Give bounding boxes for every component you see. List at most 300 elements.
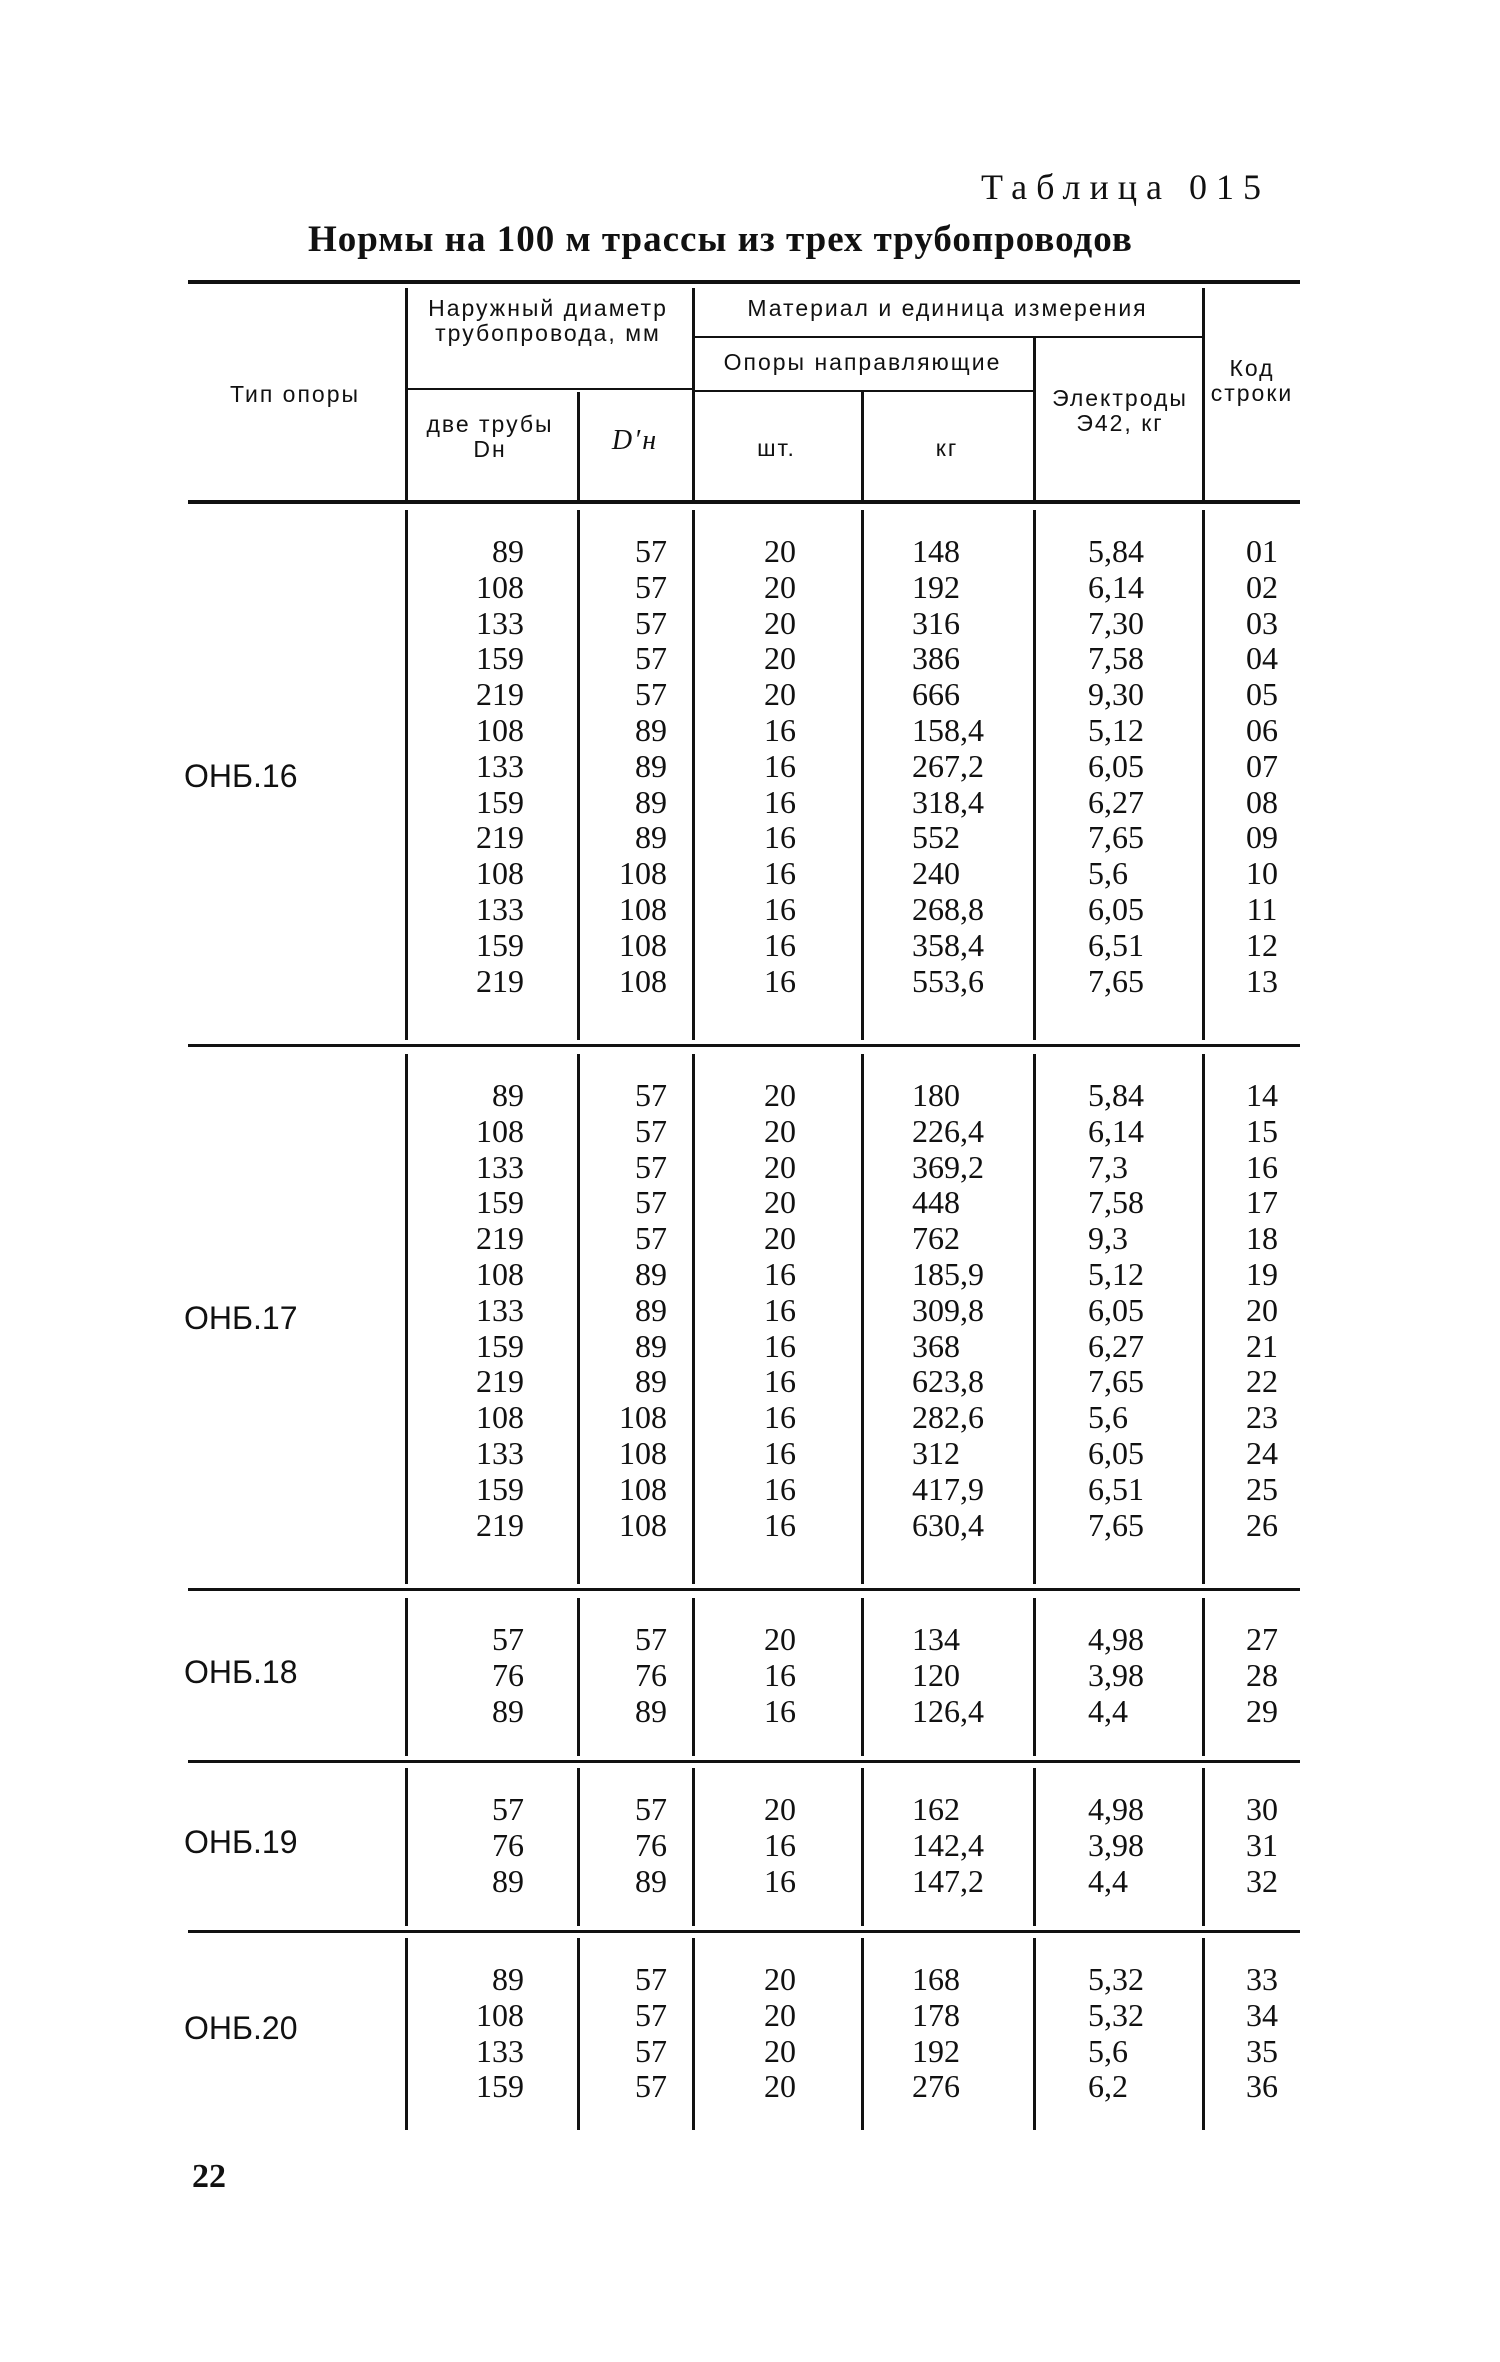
table-cell: 89 — [635, 1862, 667, 1899]
table-cell: 159 — [476, 2068, 524, 2105]
data-column — [430, 1078, 524, 1543]
table-cell: 57 — [635, 640, 667, 677]
table-cell: 4,98 — [1088, 1621, 1144, 1657]
table-cell: 11 — [1246, 890, 1278, 927]
table-cell: 159 — [476, 1184, 524, 1221]
table-cell: 192 — [912, 2032, 960, 2069]
table-cell: 89 — [492, 1862, 524, 1899]
table-cell: 89 — [635, 1327, 667, 1364]
table-cell: 16 — [764, 1692, 796, 1729]
column-divider — [1033, 1598, 1036, 1756]
table-cell: 35 — [1246, 2032, 1278, 2069]
table-cell: 27 — [1246, 1621, 1278, 1657]
data-column — [912, 1622, 1032, 1729]
table-cell: 76 — [492, 1656, 524, 1693]
column-divider — [577, 1938, 580, 2130]
table-cell: 666 — [912, 676, 960, 713]
header-divider — [405, 288, 408, 500]
table-cell: 89 — [635, 747, 667, 784]
group-separator — [188, 1588, 1300, 1591]
table-cell: 89 — [635, 783, 667, 820]
table-cell: 16 — [764, 1327, 796, 1364]
data-column — [1088, 1962, 1198, 2105]
table-cell: 16 — [764, 962, 796, 999]
table-cell: 552 — [912, 819, 960, 856]
table-cell: 108 — [476, 1255, 524, 1292]
data-column — [735, 1078, 825, 1543]
table-cell: 108 — [619, 855, 667, 892]
table-cell: 5,12 — [1088, 1255, 1144, 1292]
column-divider — [692, 1054, 695, 1584]
table-cell: 16 — [764, 1255, 796, 1292]
table-cell: 04 — [1246, 640, 1278, 677]
table-cell: 7,58 — [1088, 1184, 1144, 1221]
table-cell: 57 — [635, 604, 667, 641]
data-column — [600, 1792, 667, 1899]
table-cell: 133 — [476, 2032, 524, 2069]
header-d-prime: D′н — [611, 425, 659, 456]
table-cell: 89 — [635, 1363, 667, 1400]
table-cell: 219 — [476, 962, 524, 999]
data-column — [912, 1078, 1032, 1543]
table-cell: 108 — [619, 1434, 667, 1471]
data-column — [1222, 1078, 1302, 1543]
table-cell: 134 — [912, 1621, 960, 1657]
column-divider — [405, 510, 408, 1040]
table-cell: 7,65 — [1088, 1363, 1144, 1400]
table-cell: 16 — [1246, 1148, 1278, 1185]
table-cell: 57 — [635, 676, 667, 713]
table-cell: 15 — [1246, 1112, 1278, 1149]
column-divider — [1033, 1054, 1036, 1584]
table-cell: 316 — [912, 604, 960, 641]
table-cell: 7,3 — [1088, 1148, 1128, 1185]
column-divider — [692, 1768, 695, 1926]
table-cell: 3,98 — [1088, 1656, 1144, 1693]
table-cell: 7,65 — [1088, 962, 1144, 999]
table-cell: 5,6 — [1088, 1399, 1128, 1436]
table-cell: 6,05 — [1088, 747, 1144, 784]
column-divider — [405, 1938, 408, 2130]
table-cell: 89 — [635, 1692, 667, 1729]
table-cell: 89 — [635, 819, 667, 856]
table-cell: 20 — [764, 2032, 796, 2069]
table-cell: 108 — [619, 890, 667, 927]
data-column — [600, 1622, 667, 1729]
table-caption: Таблица 015 — [981, 167, 1270, 207]
data-column — [912, 534, 1032, 999]
column-divider — [1202, 1054, 1205, 1584]
column-divider — [692, 1938, 695, 2130]
table-cell: 16 — [764, 1291, 796, 1328]
table-cell: 57 — [635, 1112, 667, 1149]
column-divider — [692, 510, 695, 1040]
column-divider — [577, 1768, 580, 1926]
header-electrodes: Электроды Э42, кг — [1052, 385, 1188, 436]
table-cell: 25 — [1246, 1470, 1278, 1507]
table-cell: 33 — [1246, 1961, 1278, 1997]
table-cell: 31 — [1246, 1826, 1278, 1863]
group-type-label: ОНБ.20 — [184, 2010, 298, 2046]
table-cell: 369,2 — [912, 1148, 984, 1185]
table-cell: 76 — [492, 1826, 524, 1863]
table-cell: 16 — [764, 1506, 796, 1543]
table-cell: 29 — [1246, 1692, 1278, 1729]
group-separator — [188, 1930, 1300, 1933]
data-column — [430, 1622, 524, 1729]
header-divider — [692, 288, 695, 500]
table-cell: 159 — [476, 926, 524, 963]
table-cell: 133 — [476, 604, 524, 641]
table-cell: 4,4 — [1088, 1862, 1128, 1899]
table-cell: 76 — [635, 1826, 667, 1863]
header-divider — [1033, 336, 1036, 500]
table-cell: 5,32 — [1088, 1996, 1144, 2033]
table-cell: 20 — [764, 1148, 796, 1185]
table-cell: 20 — [764, 568, 796, 605]
header-outer-diameter: Наружный диаметр трубопровода, мм — [428, 295, 668, 346]
table-cell: 20 — [764, 533, 796, 569]
table-cell: 6,51 — [1088, 926, 1144, 963]
table-cell: 89 — [635, 1255, 667, 1292]
table-cell: 126,4 — [912, 1692, 984, 1729]
table-cell: 219 — [476, 819, 524, 856]
table-cell: 20 — [764, 604, 796, 641]
table-cell: 6,2 — [1088, 2068, 1128, 2105]
table-cell: 57 — [635, 568, 667, 605]
table-cell: 3,98 — [1088, 1826, 1144, 1863]
data-column — [600, 1078, 667, 1543]
table-cell: 57 — [635, 1961, 667, 1997]
table-cell: 57 — [635, 1996, 667, 2033]
table-cell: 05 — [1246, 676, 1278, 713]
table-cell: 180 — [912, 1077, 960, 1113]
table-cell: 5,6 — [1088, 2032, 1128, 2069]
table-cell: 16 — [764, 711, 796, 748]
column-divider — [1202, 1938, 1205, 2130]
table-cell: 9,3 — [1088, 1220, 1128, 1257]
table-cell: 159 — [476, 640, 524, 677]
data-column — [735, 1792, 825, 1899]
table-cell: 268,8 — [912, 890, 984, 927]
table-cell: 5,84 — [1088, 533, 1144, 569]
table-cell: 108 — [619, 1506, 667, 1543]
table-cell: 5,32 — [1088, 1961, 1144, 1997]
table-cell: 318,4 — [912, 783, 984, 820]
table-cell: 57 — [635, 1220, 667, 1257]
table-cell: 240 — [912, 855, 960, 892]
data-column — [1222, 1962, 1302, 2105]
data-column — [1088, 1078, 1198, 1543]
table-cell: 36 — [1246, 2068, 1278, 2105]
table-cell: 108 — [476, 1399, 524, 1436]
table-top-rule — [188, 280, 1300, 284]
table-cell: 6,05 — [1088, 1291, 1144, 1328]
table-cell: 89 — [635, 711, 667, 748]
column-divider — [1033, 1768, 1036, 1926]
table-cell: 142,4 — [912, 1826, 984, 1863]
table-cell: 148 — [912, 533, 960, 569]
table-cell: 16 — [764, 1363, 796, 1400]
table-cell: 34 — [1246, 1996, 1278, 2033]
table-cell: 08 — [1246, 783, 1278, 820]
table-cell: 5,6 — [1088, 855, 1128, 892]
table-cell: 76 — [635, 1656, 667, 1693]
table-cell: 16 — [764, 747, 796, 784]
table-cell: 09 — [1246, 819, 1278, 856]
table-cell: 21 — [1246, 1327, 1278, 1364]
column-divider — [1202, 1768, 1205, 1926]
table-cell: 7,65 — [1088, 1506, 1144, 1543]
table-cell: 57 — [635, 1791, 667, 1827]
table-cell: 20 — [764, 1791, 796, 1827]
column-divider — [861, 1768, 864, 1926]
data-column — [735, 534, 825, 999]
table-cell: 22 — [1246, 1363, 1278, 1400]
table-cell: 06 — [1246, 711, 1278, 748]
group-type-label: ОНБ.19 — [184, 1824, 298, 1860]
table-cell: 108 — [476, 568, 524, 605]
column-divider — [1202, 1598, 1205, 1756]
table-cell: 108 — [476, 1996, 524, 2033]
table-cell: 108 — [476, 1112, 524, 1149]
table-cell: 14 — [1246, 1077, 1278, 1113]
table-cell: 19 — [1246, 1255, 1278, 1292]
column-divider — [405, 1768, 408, 1926]
table-cell: 6,51 — [1088, 1470, 1144, 1507]
table-cell: 276 — [912, 2068, 960, 2105]
table-cell: 417,9 — [912, 1470, 984, 1507]
table-cell: 17 — [1246, 1184, 1278, 1221]
table-cell: 226,4 — [912, 1112, 984, 1149]
table-cell: 57 — [635, 1148, 667, 1185]
table-cell: 23 — [1246, 1399, 1278, 1436]
data-column — [600, 1962, 667, 2105]
table-cell: 89 — [492, 1077, 524, 1113]
header-two-pipes: две трубы Dн — [426, 411, 554, 462]
table-cell: 108 — [619, 1399, 667, 1436]
column-divider — [1202, 510, 1205, 1040]
data-column — [912, 1962, 1032, 2105]
table-cell: 630,4 — [912, 1506, 984, 1543]
table-cell: 159 — [476, 783, 524, 820]
table-cell: 133 — [476, 1434, 524, 1471]
data-column — [430, 1792, 524, 1899]
table-cell: 28 — [1246, 1656, 1278, 1693]
table-cell: 20 — [764, 676, 796, 713]
table-cell: 16 — [764, 1862, 796, 1899]
table-cell: 26 — [1246, 1506, 1278, 1543]
table-cell: 20 — [764, 1961, 796, 1997]
table-cell: 7,30 — [1088, 604, 1144, 641]
column-divider — [861, 510, 864, 1040]
table-cell: 20 — [764, 1996, 796, 2033]
table-cell: 5,84 — [1088, 1077, 1144, 1113]
table-cell: 6,14 — [1088, 1112, 1144, 1149]
table-cell: 89 — [492, 1961, 524, 1997]
table-cell: 32 — [1246, 1862, 1278, 1899]
column-divider — [577, 1054, 580, 1584]
table-cell: 57 — [635, 2068, 667, 2105]
column-divider — [861, 1054, 864, 1584]
group-separator — [188, 1044, 1300, 1047]
table-cell: 282,6 — [912, 1399, 984, 1436]
table-cell: 178 — [912, 1996, 960, 2033]
table-cell: 219 — [476, 1506, 524, 1543]
table-title: Нормы на 100 м трассы из трех трубопроводов — [308, 219, 1133, 260]
header-sub-rule — [692, 390, 1033, 392]
group-type-label: ОНБ.18 — [184, 1654, 298, 1690]
column-divider — [405, 1598, 408, 1756]
header-material: Материал и единица измерения — [747, 295, 1148, 321]
table-cell: 03 — [1246, 604, 1278, 641]
table-cell: 16 — [764, 1434, 796, 1471]
table-cell: 185,9 — [912, 1255, 984, 1292]
table-cell: 9,30 — [1088, 676, 1144, 713]
table-cell: 133 — [476, 747, 524, 784]
table-cell: 16 — [764, 819, 796, 856]
table-cell: 89 — [635, 1291, 667, 1328]
table-cell: 623,8 — [912, 1363, 984, 1400]
group-type-label: ОНБ.16 — [184, 758, 298, 794]
table-cell: 133 — [476, 890, 524, 927]
page-number: 22 — [192, 2158, 226, 2195]
table-cell: 120 — [912, 1656, 960, 1693]
table-cell: 57 — [635, 1077, 667, 1113]
header-guides: Опоры направляющие — [723, 349, 1002, 375]
data-column — [600, 534, 667, 999]
table-cell: 16 — [764, 1826, 796, 1863]
header-bottom-rule — [188, 500, 1300, 504]
table-cell: 16 — [764, 1470, 796, 1507]
table-cell: 192 — [912, 568, 960, 605]
table-cell: 24 — [1246, 1434, 1278, 1471]
table-cell: 368 — [912, 1327, 960, 1364]
table-cell: 4,4 — [1088, 1692, 1128, 1729]
header-type: Тип опоры — [229, 381, 361, 407]
table-cell: 6,05 — [1088, 890, 1144, 927]
data-column — [430, 1962, 524, 2105]
table-cell: 358,4 — [912, 926, 984, 963]
table-cell: 267,2 — [912, 747, 984, 784]
table-cell: 108 — [619, 926, 667, 963]
table-cell: 162 — [912, 1791, 960, 1827]
table-cell: 20 — [764, 1621, 796, 1657]
table-cell: 219 — [476, 1363, 524, 1400]
table-cell: 553,6 — [912, 962, 984, 999]
table-cell: 6,27 — [1088, 783, 1144, 820]
table-cell: 147,2 — [912, 1862, 984, 1899]
table-cell: 20 — [764, 2068, 796, 2105]
table-cell: 57 — [635, 1621, 667, 1657]
table-cell: 13 — [1246, 962, 1278, 999]
table-cell: 762 — [912, 1220, 960, 1257]
table-cell: 57 — [635, 1184, 667, 1221]
table-cell: 57 — [635, 2032, 667, 2069]
table-cell: 448 — [912, 1184, 960, 1221]
column-divider — [405, 1054, 408, 1584]
table-cell: 10 — [1246, 855, 1278, 892]
table-cell: 16 — [764, 783, 796, 820]
table-cell: 5,12 — [1088, 711, 1144, 748]
group-type-label: ОНБ.17 — [184, 1300, 298, 1336]
header-sub-rule — [692, 336, 1202, 338]
table-cell: 20 — [764, 1112, 796, 1149]
table-cell: 57 — [492, 1621, 524, 1657]
data-column — [912, 1792, 1032, 1899]
table-cell: 20 — [764, 640, 796, 677]
table-cell: 16 — [764, 855, 796, 892]
data-column — [430, 534, 524, 999]
table-cell: 159 — [476, 1327, 524, 1364]
column-divider — [861, 1598, 864, 1756]
data-column — [1088, 1622, 1198, 1729]
data-column — [735, 1962, 825, 2105]
header-divider — [577, 392, 580, 500]
table-cell: 20 — [764, 1184, 796, 1221]
table-cell: 16 — [764, 1399, 796, 1436]
table-cell: 07 — [1246, 747, 1278, 784]
table-cell: 386 — [912, 640, 960, 677]
table-cell: 108 — [619, 1470, 667, 1507]
table-cell: 7,65 — [1088, 819, 1144, 856]
data-column — [735, 1622, 825, 1729]
header-kg: кг — [935, 435, 959, 461]
header-divider — [1202, 288, 1205, 500]
table-cell: 7,58 — [1088, 640, 1144, 677]
table-cell: 12 — [1246, 926, 1278, 963]
table-cell: 20 — [764, 1220, 796, 1257]
table-cell: 01 — [1246, 533, 1278, 569]
table-cell: 57 — [635, 533, 667, 569]
table-cell: 133 — [476, 1148, 524, 1185]
table-cell: 219 — [476, 676, 524, 713]
table-cell: 6,27 — [1088, 1327, 1144, 1364]
table-cell: 133 — [476, 1291, 524, 1328]
table-cell: 6,14 — [1088, 568, 1144, 605]
table-cell: 168 — [912, 1961, 960, 1997]
header-sub-rule — [405, 388, 692, 390]
table-cell: 16 — [764, 890, 796, 927]
table-cell: 108 — [476, 855, 524, 892]
data-column — [1222, 1622, 1302, 1729]
column-divider — [577, 1598, 580, 1756]
table-cell: 57 — [492, 1791, 524, 1827]
header-code: Код строки — [1210, 355, 1294, 406]
table-cell: 159 — [476, 1470, 524, 1507]
table-cell: 30 — [1246, 1791, 1278, 1827]
table-cell: 312 — [912, 1434, 960, 1471]
table-cell: 4,98 — [1088, 1791, 1144, 1827]
table-cell: 16 — [764, 1656, 796, 1693]
column-divider — [861, 1938, 864, 2130]
data-column — [1222, 534, 1302, 999]
data-column — [1088, 534, 1198, 999]
table-cell: 16 — [764, 926, 796, 963]
header-pcs: шт. — [757, 435, 796, 461]
table-cell: 20 — [1246, 1291, 1278, 1328]
data-column — [1222, 1792, 1302, 1899]
table-cell: 108 — [619, 962, 667, 999]
data-column — [1088, 1792, 1198, 1899]
table-cell: 309,8 — [912, 1291, 984, 1328]
table-cell: 20 — [764, 1077, 796, 1113]
table-cell: 02 — [1246, 568, 1278, 605]
group-separator — [188, 1760, 1300, 1763]
column-divider — [1033, 510, 1036, 1040]
table-cell: 219 — [476, 1220, 524, 1257]
table-cell: 108 — [476, 711, 524, 748]
